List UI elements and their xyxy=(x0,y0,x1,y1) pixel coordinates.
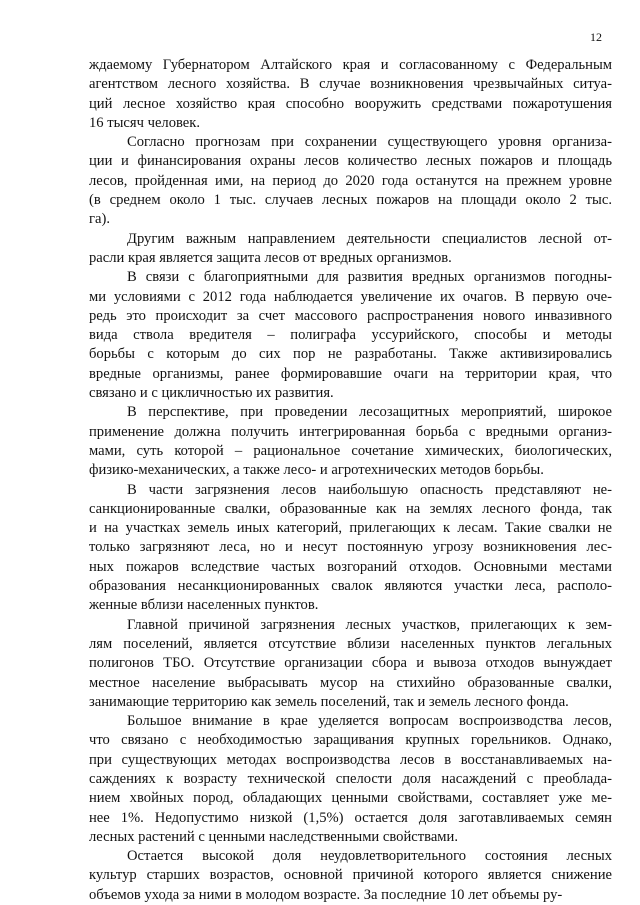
paragraph xyxy=(89,230,612,269)
text-line: что связано с необходимостью заращивания крупных горельников. Однако, xyxy=(89,732,612,749)
text-line: лесов, пройденная ими, на период до 2020 года останутся на прежнем уровне xyxy=(89,172,612,189)
text-line: нее 1%. Недопустимо низкой (1,5%) остается доля заготавливаемых семян xyxy=(89,809,612,826)
text-line: В связи с благоприятными для развития вредных организмов погодны- xyxy=(127,269,612,286)
text-line: вредные организмы, ранее формировавшие очаги на территории края, что xyxy=(89,365,612,382)
text-line: В части загрязнения лесов наибольшую опасность представляют не- xyxy=(127,481,612,498)
text-line: нием хвойных пород, обладающих ценными свойствами, составляет уже ме- xyxy=(89,790,612,807)
text-line: ми условиями с 2012 года наблюдается увеличение их очагов. В первую оче- xyxy=(89,288,612,305)
text-line: га). xyxy=(89,211,110,228)
text-line: связано и с цикличностью их развития. xyxy=(89,385,334,402)
text-line: мами, суть которой – рациональное сочетание химических, биологических, xyxy=(89,442,612,459)
paragraph xyxy=(89,268,612,403)
text-line: женные вблизи населенных пунктов. xyxy=(89,597,319,614)
text-line: полигонов ТБО. Отсутствие организации сбора и вывоза отходов вынуждает xyxy=(89,655,612,672)
text-line: В перспективе, при проведении лесозащитных мероприятий, широкое xyxy=(127,404,612,421)
text-line: редь это происходит за счет массового распространения нового инвазивного xyxy=(89,307,612,324)
text-line: и на участках земель иных категорий, прилегающих к лесам. Такие свалки не xyxy=(89,520,612,537)
paragraph xyxy=(89,133,612,229)
document-body xyxy=(89,56,612,905)
paragraph xyxy=(89,481,612,616)
text-line: занимающие территорию как земель поселений, так и земель лесного фонда. xyxy=(89,693,569,710)
text-line: саждениях к возрасту технической спелости доля насаждений с преоблада- xyxy=(89,770,612,787)
text-line: культур старших возрастов, основной причиной которого является снижение xyxy=(89,867,612,884)
text-line: ждаемому Губернатором Алтайского края и согласованному с Федеральным xyxy=(89,57,612,73)
text-line: Главной причиной загрязнения лесных участков, прилегающих к зем- xyxy=(127,616,612,633)
text-line: (в среднем около 1 тыс. случаев лесных пожаров на площади около 2 тыс. xyxy=(89,192,612,209)
text-line: местное население выбрасывать мусор на стихийно образованные свалки, xyxy=(89,674,612,691)
text-line: объемов ухода за ними в молодом возрасте. За последние 10 лет объемы ру- xyxy=(89,886,563,903)
text-line: борьбы с которым до сих пор не разработаны. Также активизировались xyxy=(89,346,612,363)
text-line: образования несанкционированных свалок являются участки леса, располо- xyxy=(89,578,612,595)
text-line: Большое внимание в крае уделяется вопросам воспроизводства лесов, xyxy=(127,713,612,730)
text-line: при существующих методах воспроизводства лесов в восстанавливаемых на- xyxy=(89,751,612,768)
text-line: агентством лесного хозяйства. В случае возникновения чрезвычайных ситуа- xyxy=(89,76,612,93)
text-line: лям поселений, является отсутствие вблизи населенных пунктов легальных xyxy=(89,635,612,652)
text-line: расли края является защита лесов от вредных организмов. xyxy=(89,249,452,266)
paragraph xyxy=(89,56,612,133)
text-line: санкционированные свалки, образованные как на землях лесного фонда, так xyxy=(89,500,612,517)
text-line: вида ствола вредителя – полиграфа уссурийского, способы и методы xyxy=(89,327,612,344)
paragraph xyxy=(89,616,612,712)
text-line: ций лесное хозяйство края способно вооружить средствами пожаротушения xyxy=(89,95,612,112)
text-line: применение должна получить интегрированная борьба с вредными организ- xyxy=(89,423,612,440)
text-line: только загрязняют леса, но и несут постоянную угрозу возникновения лес- xyxy=(89,539,612,556)
text-line: 16 тысяч человек. xyxy=(89,114,201,131)
text-line: физико-механических, а также лесо- и агротехнических методов борьбы. xyxy=(89,462,544,479)
paragraph xyxy=(89,712,612,847)
text-line: лесных растений с ценными наследственными свойствами. xyxy=(89,828,458,845)
text-line: ных пожаров вследствие частых возгораний отходов. Основными местами xyxy=(89,558,612,575)
paragraph xyxy=(89,403,612,480)
paragraph xyxy=(89,847,612,905)
text-line: ции и финансирования охраны лесов количество лесных пожаров и площадь xyxy=(89,153,612,170)
page-number: 12 xyxy=(590,30,602,44)
text-line: Согласно прогнозам при сохранении существующего уровня организа- xyxy=(127,134,612,151)
text-line: Остается высокой доля неудовлетворительного состояния лесных xyxy=(127,848,612,865)
text-line: Другим важным направлением деятельности специалистов лесной от- xyxy=(127,230,612,247)
